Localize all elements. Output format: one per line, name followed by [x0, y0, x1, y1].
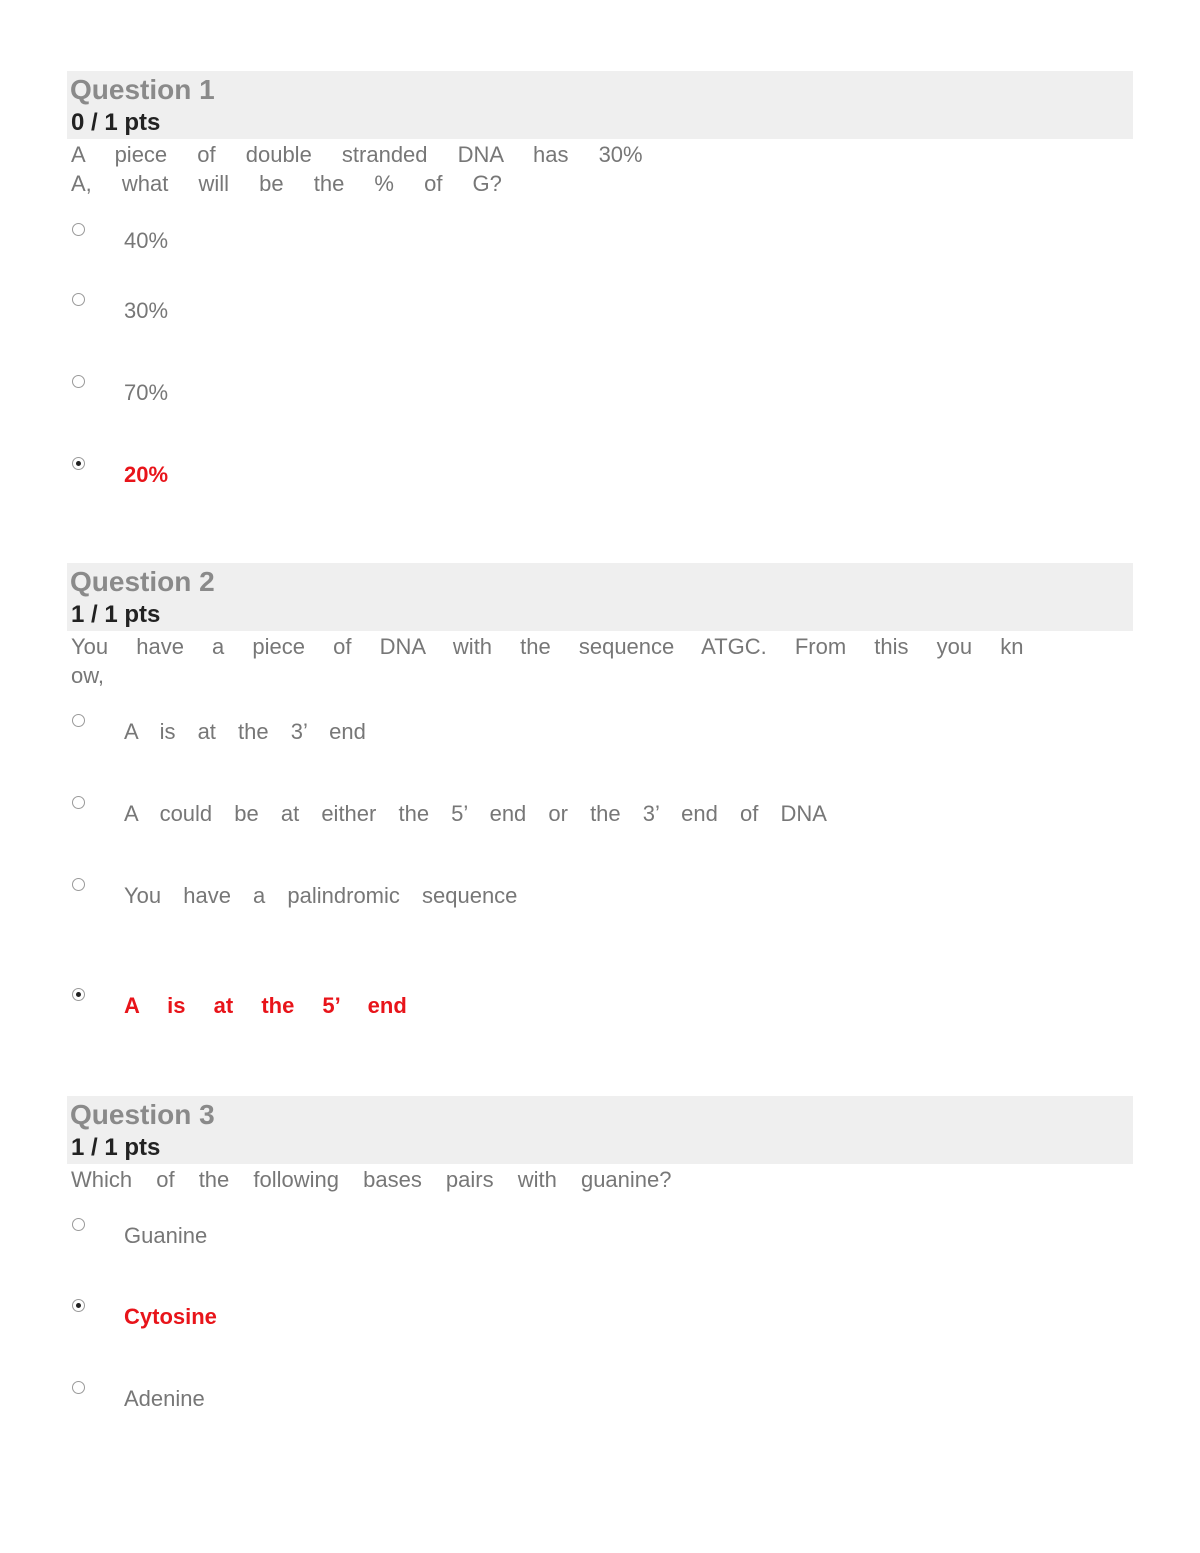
answer-label: You have a palindromic sequence: [124, 883, 518, 908]
radio-unselected-icon[interactable]: [72, 878, 85, 891]
question-points: 1 / 1 pts: [71, 1134, 161, 1161]
answer-label: 20%: [124, 462, 169, 487]
question-title: Question 2: [70, 566, 215, 597]
question-2: [67, 563, 1133, 1018]
radio-unselected-icon[interactable]: [72, 796, 85, 809]
answer-label: A is at the 5’ end: [124, 993, 407, 1018]
question-text-line: ow,: [71, 663, 105, 688]
answer-label: A is at the 3’ end: [124, 719, 366, 744]
answer-label: 30%: [124, 298, 169, 323]
radio-selected-icon[interactable]: [72, 457, 85, 470]
answer-label: 40%: [124, 228, 169, 253]
question-points: 1 / 1 pts: [71, 601, 161, 628]
question-points: 0 / 1 pts: [71, 109, 161, 136]
radio-unselected-icon[interactable]: [72, 223, 85, 236]
radio-unselected-icon[interactable]: [72, 1218, 85, 1231]
answer-label: Cytosine: [124, 1304, 217, 1329]
question-text-line: Which of the following bases pairs with guanine?: [71, 1167, 672, 1192]
answer-label: Adenine: [124, 1386, 205, 1411]
radio-unselected-icon[interactable]: [72, 375, 85, 388]
radio-unselected-icon[interactable]: [72, 1381, 85, 1394]
answer-label: 70%: [124, 380, 169, 405]
question-header: [67, 71, 1133, 139]
radio-unselected-icon[interactable]: [72, 293, 85, 306]
question-text-line: A, what will be the % of G?: [71, 171, 502, 196]
question-title: Question 3: [70, 1099, 215, 1130]
radio-selected-icon[interactable]: [72, 1299, 85, 1312]
question-title: Question 1: [70, 74, 215, 105]
answer-label: Guanine: [124, 1223, 208, 1248]
question-1: [67, 71, 1133, 487]
radio-unselected-icon[interactable]: [72, 714, 85, 727]
radio-selected-icon[interactable]: [72, 988, 85, 1001]
question-text-line: A piece of double stranded DNA has 30%: [71, 142, 643, 167]
question-header: [67, 563, 1133, 631]
answer-label: A could be at either the 5’ end or the 3’ end of DNA: [124, 801, 827, 826]
question-text-line: You have a piece of DNA with the sequence ATGC. From this you kn: [71, 634, 1024, 659]
question-header: [67, 1096, 1133, 1164]
question-3: [67, 1096, 1133, 1411]
